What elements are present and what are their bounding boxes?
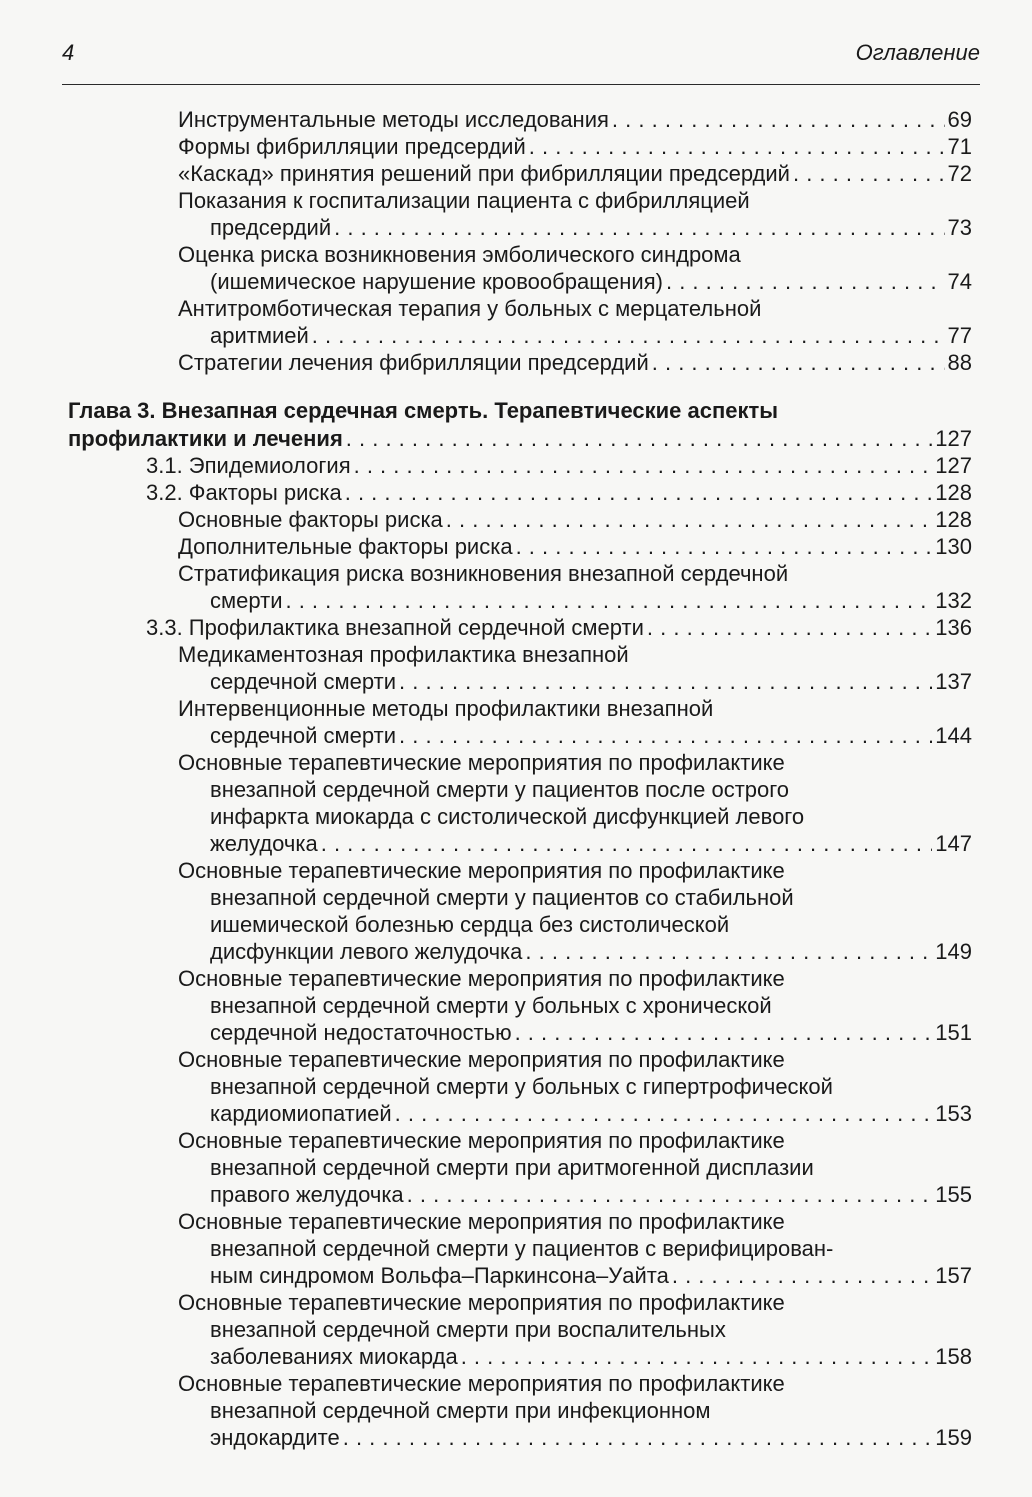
toc-entry[interactable] xyxy=(210,323,972,349)
toc-entry-title-line: Основные терапевтические мероприятия по профилактике xyxy=(178,858,785,883)
toc-entry-title: Дополнительные факторы риска xyxy=(178,534,513,559)
toc-entry-title-line: Основные терапевтические мероприятия по профилактике xyxy=(178,966,785,991)
dot-leader xyxy=(399,723,932,749)
toc-entry[interactable] xyxy=(210,939,972,965)
toc-entry-title-line: внезапной сердечной смерти у пациентов после острого xyxy=(210,777,790,802)
toc-entry-title: предсердий xyxy=(210,215,332,240)
toc-entry-title: заболеваниях миокарда xyxy=(210,1344,458,1369)
toc-entry-title-line: внезапной сердечной смерти у больных с хронической xyxy=(210,993,772,1018)
toc-entry[interactable] xyxy=(178,507,972,533)
dot-leader xyxy=(666,269,945,295)
toc-entry-title: правого желудочка xyxy=(210,1182,404,1207)
toc-entry-page: 159 xyxy=(935,1425,972,1450)
dot-leader xyxy=(529,134,945,160)
dot-leader xyxy=(461,1344,933,1370)
toc-entry-title: 3.1. Эпидемиология xyxy=(146,453,351,478)
dot-leader xyxy=(395,1101,933,1127)
toc-entry-page: 69 xyxy=(947,107,972,132)
toc-entry-page: 127 xyxy=(935,453,972,478)
toc-entry-page: 158 xyxy=(935,1344,972,1369)
dot-leader xyxy=(652,350,945,376)
toc-entry-page: 71 xyxy=(947,134,972,159)
toc-entry-title: 3.3. Профилактика внезапной сердечной смерти xyxy=(146,615,644,640)
toc-entry-title-line: Основные терапевтические мероприятия по профилактике xyxy=(178,1047,785,1072)
toc-entry[interactable] xyxy=(178,534,972,560)
toc-entry-page: 73 xyxy=(947,215,972,240)
toc-entry-title: ным синдромом Вольфа–Паркинсона–Уайта xyxy=(210,1263,669,1288)
dot-leader xyxy=(345,480,933,506)
toc-entry-title: аритмией xyxy=(210,323,309,348)
toc-chapter-entry[interactable] xyxy=(68,426,972,452)
toc-entry-title-line: Стратификация риска возникновения внезапной сердечной xyxy=(178,561,789,586)
toc-entry-title: Основные факторы риска xyxy=(178,507,443,532)
toc-entry-title-line: Основные терапевтические мероприятия по профилактике xyxy=(178,1371,785,1396)
toc-entry-title: смерти xyxy=(210,588,283,613)
dot-leader xyxy=(516,534,933,560)
toc-entry-page: 149 xyxy=(935,939,972,964)
toc-entry-title-line: Интервенционные методы профилактики внезапной xyxy=(178,696,714,721)
toc-entry-title: Инструментальные методы исследования xyxy=(178,107,609,132)
page-number: 4 xyxy=(62,40,75,65)
toc-entry-title-line: Показания к госпитализации пациента с фибрилляцией xyxy=(178,188,750,213)
dot-leader xyxy=(672,1263,932,1289)
toc-entry-page: 72 xyxy=(947,161,972,186)
dot-leader xyxy=(354,453,933,479)
toc-entry[interactable] xyxy=(178,107,972,133)
toc-entry[interactable] xyxy=(210,1425,972,1451)
toc-entry-page: 155 xyxy=(935,1182,972,1207)
toc-entry-title: Формы фибрилляции предсердий xyxy=(178,134,526,159)
dot-leader xyxy=(399,669,932,695)
toc-entry-title: сердечной смерти xyxy=(210,669,397,694)
toc-entry-page: 132 xyxy=(935,588,972,613)
toc-entry[interactable] xyxy=(146,453,972,479)
toc-entry-page: 157 xyxy=(935,1263,972,1288)
toc-entry-page: 137 xyxy=(935,669,972,694)
dot-leader xyxy=(346,426,933,452)
toc-entry-page: 147 xyxy=(935,831,972,856)
dot-leader xyxy=(285,588,932,614)
toc-entry-title: дисфункции левого желудочка xyxy=(210,939,523,964)
toc-entry-page: 136 xyxy=(935,615,972,640)
toc-entry-title-line: Антитромботическая терапия у больных с мерцательной xyxy=(178,296,762,321)
chapter-heading: Глава 3. Внезапная сердечная смерть. Терапевтические аспекты xyxy=(68,398,779,423)
dot-leader xyxy=(446,507,932,533)
toc-entry-page: 128 xyxy=(935,507,972,532)
toc-entry[interactable] xyxy=(146,480,972,506)
toc-entry[interactable] xyxy=(210,269,972,295)
toc-entry-title-line: Основные терапевтические мероприятия по профилактике xyxy=(178,1128,785,1153)
dot-leader xyxy=(321,831,933,857)
toc-entry-title: сердечной недостаточностью xyxy=(210,1020,512,1045)
toc-entry-page: 88 xyxy=(947,350,972,375)
toc-entry[interactable] xyxy=(210,831,972,857)
dot-leader xyxy=(515,1020,933,1046)
toc-entry-page: 127 xyxy=(935,426,972,451)
toc-entry-title: кардиомиопатией xyxy=(210,1101,392,1126)
toc-entry-title-line: Основные терапевтические мероприятия по профилактике xyxy=(178,1209,785,1234)
dot-leader xyxy=(407,1182,933,1208)
running-header-title: Оглавление xyxy=(855,40,980,65)
toc-entry-title-line: инфаркта миокарда с систолической дисфункцией левого xyxy=(210,804,805,829)
toc-entry-page: 128 xyxy=(935,480,972,505)
toc-entry[interactable] xyxy=(146,615,972,641)
toc-entry-title-line: Основные терапевтические мероприятия по профилактике xyxy=(178,750,785,775)
toc-entry-page: 74 xyxy=(947,269,972,294)
toc-entry-title-line: внезапной сердечной смерти у пациентов со стабильной xyxy=(210,885,794,910)
toc-entry-title-line: внезапной сердечной смерти при инфекционном xyxy=(210,1398,711,1423)
header-rule xyxy=(62,84,980,85)
toc-entry[interactable] xyxy=(210,1344,972,1370)
toc-entry-title-line: внезапной сердечной смерти у пациентов с верифицирован- xyxy=(210,1236,834,1261)
toc-entry-title: Стратегии лечения фибрилляции предсердий xyxy=(178,350,649,375)
toc-entry[interactable] xyxy=(210,723,972,749)
dot-leader xyxy=(525,939,932,965)
toc-entry-title-line: Оценка риска возникновения эмболического синдрома xyxy=(178,242,741,267)
toc-entry[interactable] xyxy=(178,350,972,376)
toc-entry-title-line: внезапной сердечной смерти при аритмогенной дисплазии xyxy=(210,1155,814,1180)
toc-entry[interactable] xyxy=(178,134,972,160)
toc-entry[interactable] xyxy=(210,215,972,241)
toc-entry-page: 77 xyxy=(947,323,972,348)
toc-entry-title-line: внезапной сердечной смерти у больных с гипертрофической xyxy=(210,1074,833,1099)
dot-leader xyxy=(793,161,945,187)
toc-entry-title: желудочка xyxy=(210,831,318,856)
toc-entry[interactable] xyxy=(210,1263,972,1289)
toc-entry-page: 144 xyxy=(935,723,972,748)
toc-entry-title-line: Основные терапевтические мероприятия по профилактике xyxy=(178,1290,785,1315)
dot-leader xyxy=(647,615,932,641)
toc-entry-title: 3.2. Факторы риска xyxy=(146,480,342,505)
toc-entry-page: 151 xyxy=(935,1020,972,1045)
toc-entry-title: «Каскад» принятия решений при фибрилляции предсердий xyxy=(178,161,790,186)
toc-entry[interactable] xyxy=(210,1182,972,1208)
toc-entry[interactable] xyxy=(210,1101,972,1127)
toc-entry-title: сердечной смерти xyxy=(210,723,397,748)
toc-entry-title: (ишемическое нарушение кровообращения) xyxy=(210,269,663,294)
toc-entry-title-line: ишемической болезнью сердца без систолической xyxy=(210,912,730,937)
dot-leader xyxy=(343,1425,933,1451)
toc-entry[interactable] xyxy=(210,588,972,614)
dot-leader xyxy=(312,323,945,349)
toc-entry-page: 153 xyxy=(935,1101,972,1126)
toc-entry[interactable] xyxy=(210,1020,972,1046)
toc-entry-title-line: Медикаментозная профилактика внезапной xyxy=(178,642,629,667)
toc-entry-page: 130 xyxy=(935,534,972,559)
toc-entry[interactable] xyxy=(210,669,972,695)
toc-entry-title: эндокардите xyxy=(210,1425,340,1450)
toc-entry-title: профилактики и лечения xyxy=(68,426,343,451)
toc-entry[interactable] xyxy=(178,161,972,187)
toc-entry-title-line: внезапной сердечной смерти при воспалительных xyxy=(210,1317,726,1342)
dot-leader xyxy=(334,215,944,241)
dot-leader xyxy=(612,107,945,133)
